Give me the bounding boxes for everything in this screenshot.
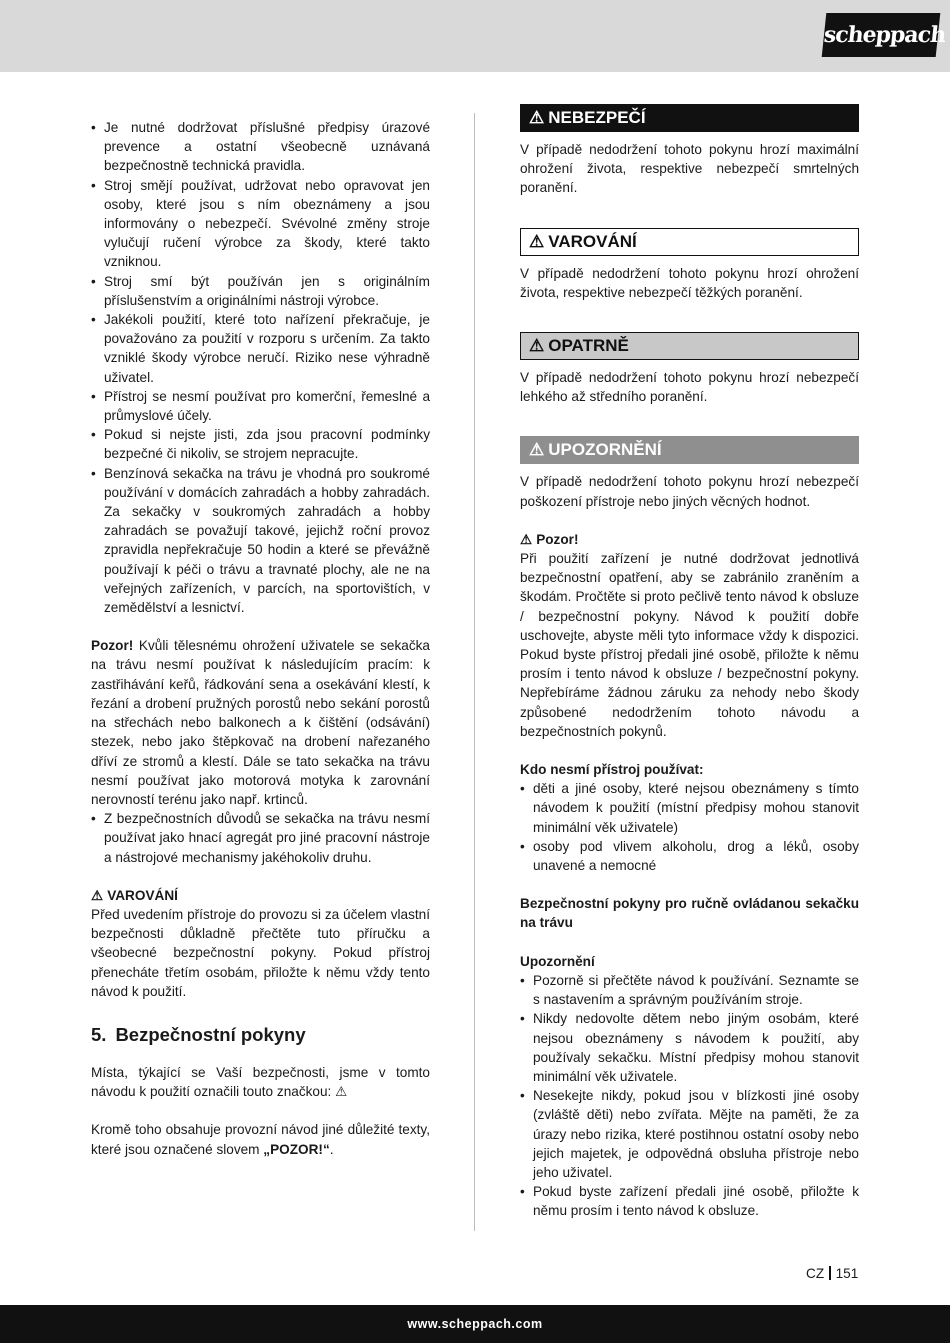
usage-bullet-list bbox=[91, 809, 430, 867]
list-item: • Stroj smí být používán jen s originálním příslušenstvím a originálními nástroji výrobce. bbox=[91, 272, 430, 310]
warning-text: V případě nedodržení tohoto pokynu hrozí ohrožení života, respektive nebezpečí těžkých poranění. bbox=[520, 265, 859, 300]
right-column bbox=[520, 104, 859, 1221]
notice-heading: Upozornění bbox=[520, 953, 595, 969]
page-number-value: 151 bbox=[835, 1266, 859, 1281]
notice-label-box: ⚠ UPOZORNĚNÍ bbox=[520, 436, 859, 464]
danger-label-box: ⚠ NEBEZPEČÍ bbox=[520, 104, 859, 132]
warning-icon: ⚠ bbox=[529, 336, 545, 356]
section-title: Bezpečnostní pokyny bbox=[115, 1023, 306, 1045]
warning-icon: ⚠ bbox=[529, 108, 545, 127]
section-heading bbox=[91, 1023, 430, 1047]
section-number: 5. bbox=[91, 1023, 107, 1045]
list-item: • Pokud si nejste jisti, zda jsou pracovní podmínky bezpečné či nikoliv, se strojem nepracujte. bbox=[91, 425, 430, 463]
warning-icon: ⚠ bbox=[529, 440, 545, 460]
warning-icon: ⚠ bbox=[520, 531, 533, 547]
notice-text: V případě nedodržení tohoto pokynu hrozí nebezpečí poškození přístroje nebo jiných věcných hodnot. bbox=[520, 474, 859, 509]
warning-icon: ⚠ bbox=[91, 887, 104, 903]
varovani-text: Před uvedením přístroje do provozu si za účelem vlastní bezpečnosti důkladně přečtěte tuto příručku a všeobecné bezpečnostní pokyny. Pokud přístroj přenecháte třetím osobám, přiložte k němu vždy tento návod k použití. bbox=[91, 906, 430, 999]
list-item: • děti a jiné osoby, které nejsou obeznámeny s tímto návodem k použití (místní předpisy mohou stanovit minimální věk uživatele) bbox=[520, 779, 859, 837]
column-divider bbox=[474, 113, 475, 1231]
pozor-text: Kvůli tělesnému ohrožení uživatele se sekačka na trávu nesmí používat k následujícím pracím: k zastřihávání keřů, řádkování sena a osekávání klestí, k řezání a drobení pružných porostů nebo sekání porostů na střechách nebo balkonech a k čištění (odsávání) stezek, nebo jako štěpkovač na drobení nařezaného dříví ze stromů a klestí. Dále se tato sekačka na trávu nesmí používat jako motorová motyka k zarovnání nerovností terénu jako např. krtinců. bbox=[91, 638, 430, 807]
safety-bullet-list bbox=[91, 118, 430, 617]
who-bullet-list bbox=[520, 779, 859, 875]
list-item: • Jakékoli použití, které toto nařízení překračuje, je považováno za použití v rozporu s určením. Za takto vzniklé škody výrobce neručí. Riziko nese výhradně uživatel. bbox=[91, 310, 430, 387]
footer-bar bbox=[0, 1305, 950, 1343]
pozor-label: Pozor! bbox=[91, 638, 134, 654]
list-item: • Pozorně si přečtěte návod k používání. Seznamte se s nastavením a správným používáním stroje. bbox=[520, 971, 859, 1009]
list-item: • Benzínová sekačka na trávu je vhodná pro soukromé používání v domácích zahradách a hobby zahradách. Za sekačky v soukromých zahradách a hobby zahradách se považují takové, jejichž roční provoz zpravidla nepřekračuje 50 hodin a které se převážně používají k péči o trávu a travnaté plochy, ale ne na veřejných zařízeních, v parcích, na sportovištích, v zemědělství a lesnictví. bbox=[91, 464, 430, 618]
pozor-text: Při použití zařízení je nutné dodržovat jednotlivá bezpečnostní opatření, aby se zabránilo zraněním a škodám. Pročtěte si proto pečlivě tento návod k obsluze / bezpečnostní pokyny. Návod k použití dobře uschovejte, abyste měli tyto informace vždy k dispozici. Pokud byste přístroj předali jiné osobě, přiložte k němu prosím i tento návod k obsluze / bezpečnostní pokyny. Nepřebíráme žádnou záruku za nehody nebo škody způsobené nedodržením tohoto návodu a bezpečnostních pokynů. bbox=[520, 551, 859, 739]
list-item: • Z bezpečnostních důvodů se sekačka na trávu nesmí používat jako hnací agregát pro jiné pracovní nástroje a nástrojové mechanismy jakéhokoliv druhu. bbox=[91, 809, 430, 867]
list-item: • Nikdy nedovolte dětem nebo jiným osobám, které nejsou obeznámeny s návodem k použití, aby používaly sekačku. Místní předpisy mohou stanovit minimální věk uživatele. bbox=[520, 1009, 859, 1086]
caution-label-box: ⚠ OPATRNĚ bbox=[520, 332, 859, 360]
list-item: • Nesekejte nikdy, pokud jsou v blízkosti jiné osoby (zvláště děti) nebo zvířata. Mějte na paměti, že za úrazy nebo rizika, které postihnou ostatní osoby nebo jejich majetek, je odpovědná obsluha přístroje nebo jeho uživatel. bbox=[520, 1086, 859, 1182]
varovani-heading: ⚠ VAROVÁNÍ bbox=[91, 886, 430, 905]
who-heading: Kdo nesmí přístroj používat: bbox=[520, 762, 704, 778]
footer-url[interactable]: www.scheppach.com bbox=[407, 1317, 543, 1331]
page-number bbox=[806, 1266, 858, 1281]
pozor-heading: ⚠ Pozor! bbox=[520, 530, 859, 549]
manual-heading: Bezpečnostní pokyny pro ručně ovládanou sekačku na trávu bbox=[520, 896, 859, 931]
list-item: • Pokud byste zařízení předali jiné osobě, přiložte k němu prosím i tento návod k obsluze. bbox=[520, 1182, 859, 1220]
caution-text: V případě nedodržení tohoto pokynu hrozí nebezpečí lehkého až středního poranění. bbox=[520, 370, 859, 405]
pozor-paragraph bbox=[91, 636, 430, 809]
page-lang: CZ bbox=[806, 1266, 825, 1281]
header-band bbox=[0, 0, 950, 72]
notice-bullet-list bbox=[520, 971, 859, 1221]
list-item: • Je nutné dodržovat příslušné předpisy úrazové prevence a ostatní všeobecně uznávaná bezpečnostně technická pravidla. bbox=[91, 118, 430, 176]
list-item: • Stroj smějí používat, udržovat nebo opravovat jen osoby, které jsou s ním obeznámeny a jsou informovány o nebezpečí. Svévolné změny stroje vylučují ručení výrobce za škody, které takto vzniknou. bbox=[91, 176, 430, 272]
brand-logo: scheppach bbox=[822, 13, 941, 57]
list-item: • osoby pod vlivem alkoholu, drog a léků, osoby unavené a nemocné bbox=[520, 837, 859, 875]
intro-paragraph-1: Místa, týkající se Vaší bezpečnosti, jsme v tomto návodu k použití označili touto značkou: ⚠ bbox=[91, 1064, 430, 1100]
warning-label-box: ⚠ VAROVÁNÍ bbox=[520, 228, 859, 256]
danger-text: V případě nedodržení tohoto pokynu hrozí maximální ohrožení života, respektive nebezpečí smrtelných poranění. bbox=[520, 142, 859, 196]
intro-paragraph-2: Kromě toho obsahuje provozní návod jiné důležité texty, které jsou označené slovem „POZOR!“. bbox=[91, 1122, 430, 1157]
warning-icon: ⚠ bbox=[529, 231, 545, 251]
list-item: • Přístroj se nesmí používat pro komerční, řemeslné a průmyslové účely. bbox=[91, 387, 430, 425]
left-column bbox=[91, 118, 430, 1159]
